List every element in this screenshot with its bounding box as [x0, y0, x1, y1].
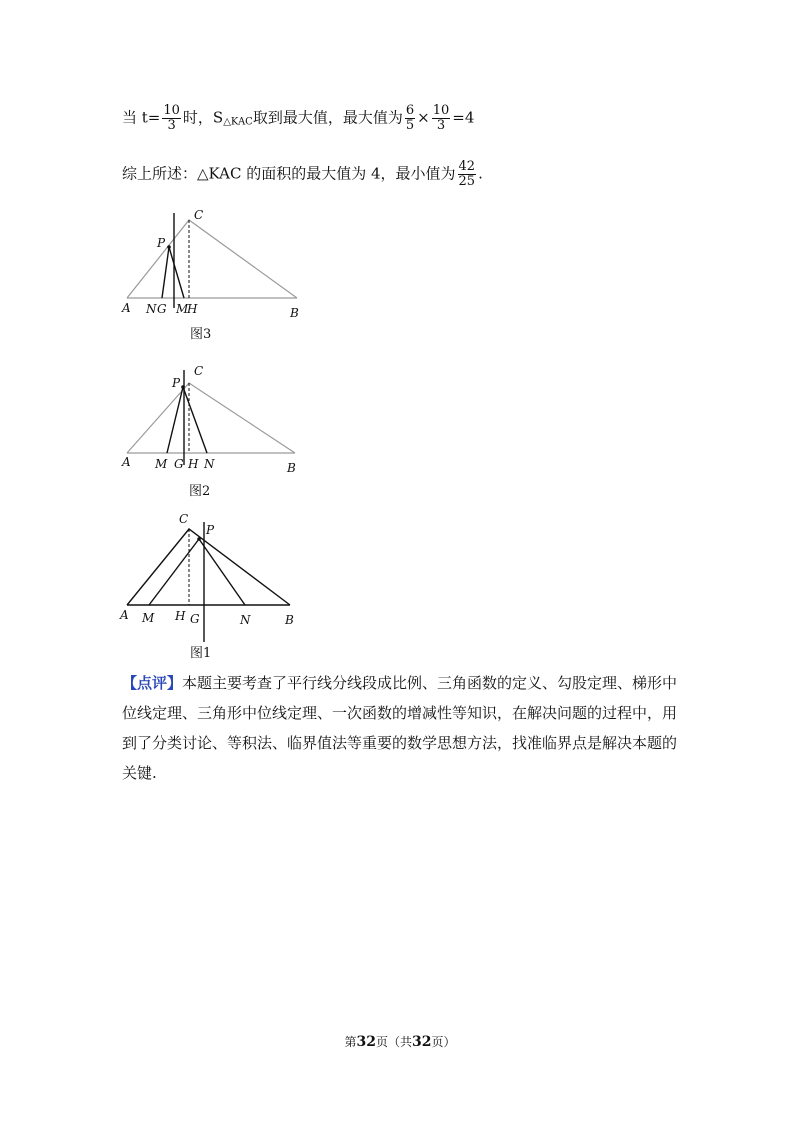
fraction-t: $\frac{10}{3}$ [163, 103, 180, 133]
point-p [167, 245, 171, 249]
label-n: N [204, 457, 215, 471]
fraction-min: $\frac{42}{25}$ [458, 159, 476, 189]
segment-pm [167, 387, 183, 453]
text: . [478, 164, 483, 183]
figure-2-caption: 图2 [189, 484, 211, 499]
label-b: B [290, 306, 299, 320]
text: =4 [452, 108, 475, 127]
figure-1 [112, 512, 312, 661]
footer-text: 页（共 [375, 1035, 412, 1049]
page-number: 32 [356, 1034, 376, 1050]
label-c: C [179, 512, 189, 526]
label-m: M [155, 457, 168, 471]
label-g: G [157, 302, 167, 316]
label-g: G [174, 457, 184, 471]
solution-line-summary [122, 160, 483, 189]
page-footer [0, 1033, 800, 1050]
text: 当 t= [122, 108, 161, 127]
label-p: P [157, 236, 166, 250]
label-n: N [146, 302, 157, 316]
fraction-1: $\frac{6}{5}$ [405, 103, 415, 133]
footer-text: 页） [431, 1035, 456, 1049]
segment-pn [199, 539, 245, 605]
label-a: A [122, 455, 131, 469]
figure-3 [112, 205, 312, 342]
point-p [181, 385, 185, 389]
comment-tag: 【点评】 [122, 674, 183, 692]
label-b: B [285, 613, 294, 627]
total-pages: 32 [412, 1034, 432, 1050]
times-sign: × [417, 108, 430, 127]
text: 时，S [182, 108, 224, 127]
label-p: P [206, 523, 215, 537]
triangle-sides [127, 529, 290, 605]
figure-3-caption: 图3 [190, 327, 212, 342]
figure-2-diagram [112, 365, 312, 490]
label-c: C [194, 208, 204, 222]
fraction-2: $\frac{10}{3}$ [432, 103, 450, 133]
figure-1-diagram [112, 512, 312, 647]
label-c: C [194, 364, 204, 378]
label-g: G [190, 612, 200, 626]
text: 综上所述：△KAC 的面积的最大值为 4，最小值为 [122, 164, 456, 183]
label-m: M [142, 611, 155, 625]
label-n: N [240, 613, 251, 627]
label-h: H [188, 457, 199, 471]
point-p [197, 537, 201, 541]
subscript: △KAC [223, 116, 253, 128]
figure-1-caption: 图1 [190, 646, 212, 661]
segment-pm [169, 247, 184, 298]
segment-pm [149, 539, 199, 605]
text: 取到最大值，最大值为 [252, 108, 403, 127]
figure-3-diagram [112, 205, 312, 330]
comment-text: 本题主要考查了平行线分线段成比例、三角函数的定义、勾股定理、梯形中位线定理、三角形中位线定理、一次函数的增减性等知识，在解决问题的过程中，用到了分类讨论、等积法、临界值法等重要的数学思想方法，找准临界点是解决本题的关键. [122, 674, 678, 782]
label-a: A [120, 608, 129, 622]
label-h: H [175, 609, 186, 623]
label-h: H [187, 302, 198, 316]
segment-pn [183, 387, 207, 453]
label-a: A [122, 301, 131, 315]
solution-line-max [122, 104, 474, 133]
label-m: M [176, 302, 189, 316]
comment-paragraph [122, 668, 682, 788]
figure-2 [112, 364, 312, 499]
label-b: B [287, 461, 296, 475]
triangle-sides [127, 220, 297, 298]
triangle-sides [127, 383, 295, 453]
segment-pn [162, 247, 169, 298]
footer-text: 第 [344, 1035, 357, 1049]
label-p: P [172, 376, 181, 390]
